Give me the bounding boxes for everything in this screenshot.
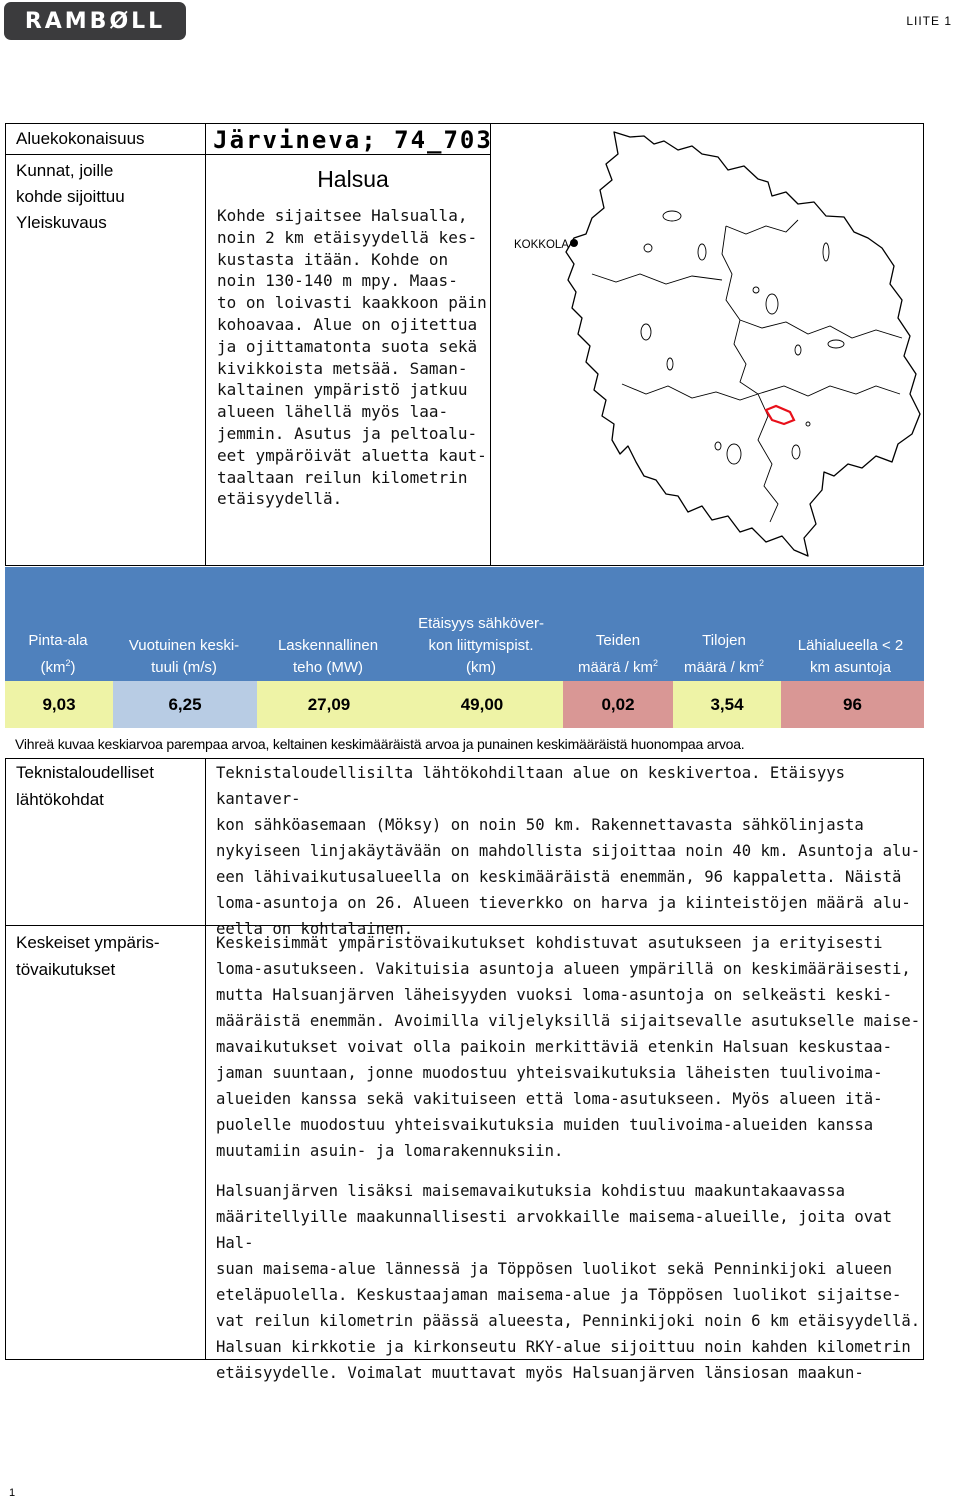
map-lake xyxy=(663,211,681,221)
overview-line: to on loivasti kaakkoon päin xyxy=(217,293,487,313)
map-lake xyxy=(641,324,651,340)
details-section xyxy=(5,758,924,1382)
overview-line: noin 2 km etäisyydellä kes- xyxy=(217,227,478,247)
overview-line: kustasta itään. Kohde on xyxy=(217,249,449,269)
column-roads: Teiden määrä / $km^2$ xyxy=(577,632,659,676)
map-lake xyxy=(727,444,741,464)
map-lake xyxy=(795,345,801,355)
overview-line: kivikkoista metsää. Saman- xyxy=(217,358,468,378)
overview-line: noin 130-140 m mpy. Maas- xyxy=(217,271,458,291)
environment-line: jaman suuntaan, jonne muodostuu yhteisvaikutuksia läheisten tuulivoima- xyxy=(216,1064,883,1082)
environment-line: Keskeisimmät ympäristövaikutukset kohdistuvat asutukseen ja erityisesti xyxy=(216,934,883,952)
map-lake xyxy=(753,287,759,293)
area-label: Aluekokonaisuus xyxy=(16,129,145,148)
environment-line: määritellyille maakunnallisesti arvokkaille maisema-alueille, joita ovat Hal- xyxy=(216,1208,892,1252)
technical-line: kon sähköasemaan (Möksy) on noin 50 km. Rakennettavasta sähkölinjasta xyxy=(216,816,864,834)
column-grid-distance: Etäisyys sähköver- kon liittymispist. (km) xyxy=(418,615,544,676)
technical-line: Teknistaloudellisilta lähtökohdiltaan alue on keskivertoa. Etäisyys kantaver- xyxy=(216,764,846,808)
overview-line: kohoavaa. Alue on ojitettua xyxy=(217,314,478,334)
value-estates: 3,54 xyxy=(673,681,781,728)
technical-label-line1: Teknistaloudelliset xyxy=(16,763,154,782)
municipality-label-line1: Kunnat, joille xyxy=(16,161,114,180)
map-lake xyxy=(698,244,706,260)
column-dwellings: Lähialueella < 2 km asuntoja xyxy=(797,637,904,676)
value-power: 27,09 xyxy=(257,681,401,728)
environment-line: määräistä enemmän. Avoimilla viljelyksillä sijaitsevalle asutukselle maise- xyxy=(216,1012,921,1030)
map-lake xyxy=(806,422,810,426)
overview-label: Yleiskuvaus xyxy=(16,213,107,232)
overview-line: jemmin. Asutus ja peltoalu- xyxy=(217,423,478,443)
environment-line: etäisyydelle. Voimalat muuttavat myös Halsuanjärven länsiosan maakun- xyxy=(216,1364,864,1382)
environment-paragraph-2 xyxy=(216,1178,921,1386)
environment-line: mutta Halsuanjärven läheisyyden vuoksi loma-asuntoja on selkeästi keski- xyxy=(216,986,892,1004)
technical-line: eella on kohtalainen. xyxy=(216,920,414,938)
area-name: Järvineva; 74_703 xyxy=(213,126,493,154)
environment-line: puolelle muodostuu yhteisvaikutuksia muiden tuulivoima-alueiden kanssa xyxy=(216,1116,874,1134)
environment-line: muutamiin asuin- ja lomarakennuksiin. xyxy=(216,1142,564,1160)
map-lake xyxy=(715,442,721,450)
overview-text xyxy=(217,205,493,510)
overview-line: ja ojittamatonta suota sekä xyxy=(217,336,478,356)
technical-line: loma-asuntoja on 26. Alueen tieverkko on harva ja kiinteistöjen määrä alu- xyxy=(216,894,911,912)
environment-line: Halsuan kirkkotie ja kirkonseutu RKY-alue sijoittuu noin kahden kilometrin xyxy=(216,1338,911,1356)
map-lake xyxy=(667,358,673,370)
environment-paragraph-1 xyxy=(216,930,921,1164)
value-wind: 6,25 xyxy=(113,681,257,728)
technical-line: nykyiseen linjakäytävään on mahdollista sijoittaa noin 40 km. Asuntoja alu- xyxy=(216,842,921,860)
environment-line: loma-asutukseen. Vakituisia asuntoja alueen ympärillä on keskimääräisesti, xyxy=(216,960,911,978)
value-area: 9,03 xyxy=(5,681,113,728)
column-power: Laskennallinen teho (MW) xyxy=(277,637,379,676)
technical-label-line2: lähtökohdat xyxy=(16,790,104,809)
divider xyxy=(205,759,206,1359)
overview-line: etäisyydellä. xyxy=(217,489,343,509)
summary-section xyxy=(5,123,924,566)
municipality-name: Halsua xyxy=(317,166,389,192)
map-lake xyxy=(766,294,778,314)
overview-line: kaltainen ympäristö jatkuu xyxy=(217,380,468,400)
map-lake xyxy=(644,244,652,252)
environment-line: suan maisema-alue lännessä ja Töppösen luolikot sekä Penninkijoki alueen xyxy=(216,1260,892,1278)
overview-line: Kohde sijaitsee Halsualla, xyxy=(217,206,468,225)
color-legend-note: Vihreä kuvaa keskiarvoa parempaa arvoa, keltainen keskimääräistä arvoa ja punainen keskimääräistä huonompaa arvoa. xyxy=(15,736,745,752)
divider xyxy=(6,154,491,155)
kokkola-dot xyxy=(570,239,578,247)
environment-line: mavaikutukset voivat olla paikoin merkittäviä etenkin Halsuan keskustaa- xyxy=(216,1038,892,1056)
overview-line: eet ympäröivät aluetta kaut- xyxy=(217,445,487,465)
map-lake xyxy=(828,340,844,348)
column-wind: Vuotuinen keski- tuuli (m/s) xyxy=(128,637,240,676)
stats-values-row xyxy=(5,681,924,728)
divider xyxy=(205,124,206,565)
ramboll-logo: RAMBØLL xyxy=(4,2,186,40)
column-estates: Tilojen määrä / $km^2$ xyxy=(683,632,765,676)
appendix-label: LIITE 1 xyxy=(906,14,952,28)
map-lake xyxy=(792,445,800,459)
overview-line: alueen lähellä myös laa- xyxy=(217,402,449,422)
value-grid-distance: 49,00 xyxy=(401,681,563,728)
environment-label-line2: tövaikutukset xyxy=(16,960,116,979)
location-map xyxy=(496,124,924,565)
technical-text xyxy=(216,760,921,942)
environment-line: vat reilun kilometrin päässä alueesta, Penninkijoki noin 6 km etäisyydellä. xyxy=(216,1312,921,1330)
municipality-label-line2: kohde sijoittuu xyxy=(16,187,125,206)
value-roads: 0,02 xyxy=(563,681,673,728)
overview-line: taaltaan reilun kilometrin xyxy=(217,467,468,487)
map-region-outline xyxy=(566,132,920,556)
environment-line: Halsuanjärven lisäksi maisemavaikutuksia kohdistuu maakuntakaavassa xyxy=(216,1182,846,1200)
page-number: 1 xyxy=(9,1487,16,1499)
environment-line: eteläpuolella. Keskustaajaman maisema-alue ja Töppösen luolikot sijaitse- xyxy=(216,1286,902,1304)
value-dwellings: 96 xyxy=(781,681,924,728)
column-area: Pinta-ala $(km^2)$ xyxy=(28,632,88,676)
technical-line: een lähivaikutusalueella on keskimääräistä enemmän, 96 kappaletta. Näistä xyxy=(216,868,902,886)
kokkola-label: KOKKOLA xyxy=(514,239,569,251)
environment-label-line1: Keskeiset ympäris- xyxy=(16,933,160,952)
map-lake xyxy=(823,243,829,261)
environment-line: alueiden kanssa sekä vakituiseen että loma-asutukseen. Myös alueen itä- xyxy=(216,1090,883,1108)
stats-table-header xyxy=(5,567,924,681)
